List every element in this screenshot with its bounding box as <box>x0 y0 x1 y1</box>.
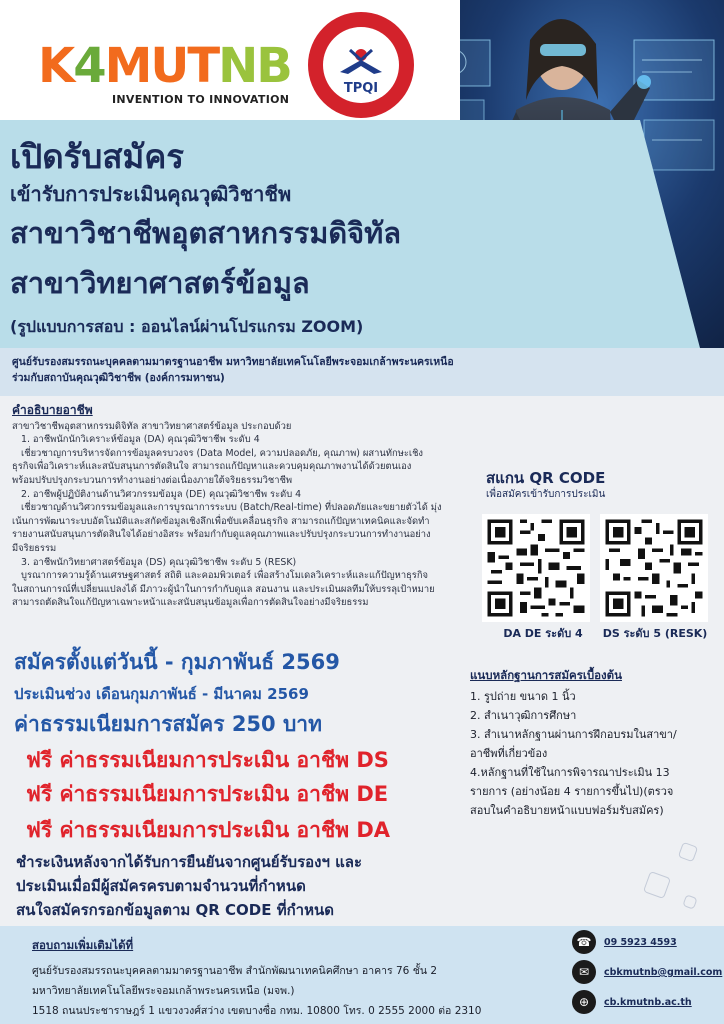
item-2-line: มีจริยธรรม <box>12 542 57 554</box>
qr-caption-ds: DS ระดับ 5 (RESK) <box>602 627 708 640</box>
qr-title: สแกน QR CODE <box>486 469 606 487</box>
item-2-title: 2. อาชีพผู้ปฏิบัติงานด้านวิศวกรรมข้อมูล (DE) คุณวุฒิวิชาชีพ ระดับ 4 <box>21 488 302 500</box>
logo-part-k: K <box>38 38 74 94</box>
tpqi-seal <box>306 10 416 120</box>
free-da: ฟรี ค่าธรรมเนียมการประเมิน อาชีพ DA <box>26 818 391 842</box>
qr-code-da-de[interactable] <box>482 514 590 622</box>
seal-text: TPQI <box>343 81 379 96</box>
phone-icon: ☎ <box>572 930 596 954</box>
occupation-description <box>12 404 460 610</box>
web-icon: ⊕ <box>572 990 596 1014</box>
free-de: ฟรี ค่าธรรมเนียมการประเมิน อาชีพ DE <box>26 782 389 806</box>
qr-pattern <box>484 516 588 620</box>
item-3-line: บูรณาการความรู้ด้านเศรษฐศาสตร์ สถิติ และคอมพิวเตอร์ เพื่อสร้างโมเดลวิเคราะห์และแก้ปัญหาธุรกิจ <box>21 570 429 582</box>
document-item: รายการ (อย่างน้อย 4 รายการขึ้นไป)(ตรวจ <box>470 785 674 798</box>
logo-part-4: 4 <box>73 38 105 94</box>
required-documents <box>470 666 710 820</box>
logo-tagline: INVENTION TO INNOVATION <box>112 93 290 106</box>
decorative-square <box>682 894 697 909</box>
title-line-1: เข้ารับการประเมินคุณวุฒิวิชาชีพ <box>10 182 292 206</box>
item-1-line: ธุรกิจเพื่อวิเคราะห์และสนับสนุนการตัดสินใจ สามารถแก้ปัญหาและควบคุมคุณภาพงานได้ด้วยตนเอง <box>12 461 412 473</box>
payment-note-1: ชำระเงินหลังจากได้รับการยืนยันจากศูนย์รับรองฯ และ <box>16 853 363 871</box>
application-fee: ค่าธรรมเนียมการสมัคร 250 บาท <box>14 712 322 736</box>
contact-heading: สอบถามเพิ่มเติมได้ที่ <box>32 938 134 952</box>
logo-part-nb: NB <box>218 38 291 94</box>
accreditation-banner <box>0 348 724 396</box>
exam-mode: (รูปแบบการสอบ : ออนไลน์ผ่านโปรแกรม ZOOM) <box>10 317 364 336</box>
contact-address-3: 1518 ถนนประชาราษฎร์ 1 แขวงวงศ์สว่าง เขตบางซื่อ กทม. 10800 โทร. 0 2555 2000 ต่อ 2310 <box>32 1005 482 1017</box>
document-item: 1. รูปถ่าย ขนาด 1 นิ้ว <box>470 690 576 703</box>
item-1-line: เชี่ยวชาญการบริหารจัดการข้อมูลครบวงจร (Data Model, ความปลอดภัย, คุณภาพ) ผสานทักษะเชิง <box>21 447 424 459</box>
assessment-period: ประเมินช่วง เดือนกุมภาพันธ์ - มีนาคม 2569 <box>14 685 309 703</box>
document-item: อาชีพที่เกี่ยวข้อง <box>470 747 548 760</box>
contact-address-1: ศูนย์รับรองสมรรถนะบุคคลตามมาตรฐานอาชีพ สำนักพัฒนาเทคนิคศึกษา อาคาร 76 ชั้น 2 <box>32 965 438 977</box>
decorative-square <box>678 842 699 863</box>
description-heading: คำอธิบายอาชีพ <box>12 403 93 417</box>
document-item: 2. สำเนาวุฒิการศึกษา <box>470 709 577 722</box>
email-icon: ✉ <box>572 960 596 984</box>
item-3-line: ในสถานการณ์ที่เปลี่ยนแปลงได้ มีภาวะผู้นำในการกำกับดูแล สอนงาน และประเมินผลทีมให้บรรลุเป้าหมาย <box>12 583 435 595</box>
contact-address-2: มหาวิทยาลัยเทคโนโลยีพระจอมเกล้าพระนครเหนือ (มจพ.) <box>32 985 295 997</box>
free-ds: ฟรี ค่าธรรมเนียมการประเมิน อาชีพ DS <box>26 748 389 772</box>
contact-email[interactable]: cbkmutnb@gmail.com <box>604 967 723 978</box>
qr-code-ds[interactable] <box>600 514 708 622</box>
payment-note-3: สนใจสมัครกรอกข้อมูลตาม QR CODE ที่กำหนด <box>16 901 334 919</box>
document-item: 4.หลักฐานที่ใช้ในการพิจารณาประเมิน 13 <box>470 766 670 779</box>
qr-pattern <box>602 516 706 620</box>
document-item: 3. สำเนาหลักฐานผ่านการฝึกอบรมในสาขา/ <box>470 728 677 741</box>
item-3-line: สามารถตัดสินใจแก้ปัญหาเฉพาะหน้าและสนับสนุนข้อมูลเพื่อการตัดสินใจอย่างมีจริยธรรม <box>12 597 369 609</box>
application-open: สมัครตั้งแต่วันนี้ - กุมภาพันธ์ 2569 <box>14 650 340 674</box>
accreditation-line-2: ร่วมกับสถาบันคุณวุฒิวิชาชีพ (องค์การมหาชน) <box>12 372 225 384</box>
kmutnb-logo <box>38 38 291 94</box>
documents-heading: แนบหลักฐานการสมัครเบื้องต้น <box>470 668 622 682</box>
item-1-title: 1. อาชีพนักนักวิเคราะห์ข้อมูล (DA) คุณวุฒิวิชาชีพ ระดับ 4 <box>21 434 260 446</box>
item-3-title: 3. อาชีพนักวิทยาศาสตร์ข้อมูล (DS) คุณวุฒิวิชาชีพ ระดับ 5 (RESK) <box>21 556 297 568</box>
item-2-line: เน้นการพัฒนาระบบอัตโนมัติและสกัดข้อมูลเชิงลึกเพื่อขับเคลื่อนธุรกิจ สามารถแก้ปัญหาเทคนิคและจัดทำ <box>12 515 430 527</box>
item-2-line: รายงานสนับสนุนการตัดสินใจได้อย่างอิสระ พร้อมกำกับดูแลคุณภาพและปรับปรุงกระบวนการทำงานอย่าง <box>12 529 431 541</box>
title-main: เปิดรับสมัคร <box>10 137 185 176</box>
logo-part-mut: MUT <box>104 38 219 94</box>
payment-note-2: ประเมินเมื่อมีผู้สมัครครบตามจำนวนที่กำหนด <box>16 877 306 895</box>
qr-caption-da-de: DA DE ระดับ 4 <box>503 627 583 640</box>
accreditation-line-1: ศูนย์รับรองสมรรถนะบุคคลตามมาตรฐานอาชีพ มหาวิทยาลัยเทคโนโลยีพระจอมเกล้าพระนครเหนือ <box>12 356 454 368</box>
item-2-line: เชี่ยวชาญด้านวิศวกรรมข้อมูลและการบูรณาการระบบ (Batch/Real-time) ที่ปลอดภัยและขยายตัวได้ มุ่ง <box>21 502 442 514</box>
decorative-square <box>643 871 671 899</box>
qr-subtitle: เพื่อสมัครเข้ารับการประเมิน <box>486 489 606 500</box>
description-intro: สาขาวิชาชีพอุตสาหกรรมดิจิทัล สาขาวิทยาศาสตร์ข้อมูล ประกอบด้วย <box>12 420 292 432</box>
title-line-3: สาขาวิทยาศาสตร์ข้อมูล <box>10 266 310 300</box>
document-item: สอบในคำอธิบายหน้าแบบฟอร์มรับสมัคร) <box>470 804 664 817</box>
contact-phone[interactable]: 09 5923 4593 <box>604 937 677 948</box>
contact-website[interactable]: cb.kmutnb.ac.th <box>604 997 692 1008</box>
tpqi-seal-icon <box>306 10 416 120</box>
item-1-line: พร้อมปรับปรุงกระบวนการทำงานอย่างต่อเนื่องภายใต้จริยธรรมวิชาชีพ <box>12 474 293 486</box>
title-line-2: สาขาวิชาชีพอุตสาหกรรมดิจิทัล <box>10 216 402 250</box>
